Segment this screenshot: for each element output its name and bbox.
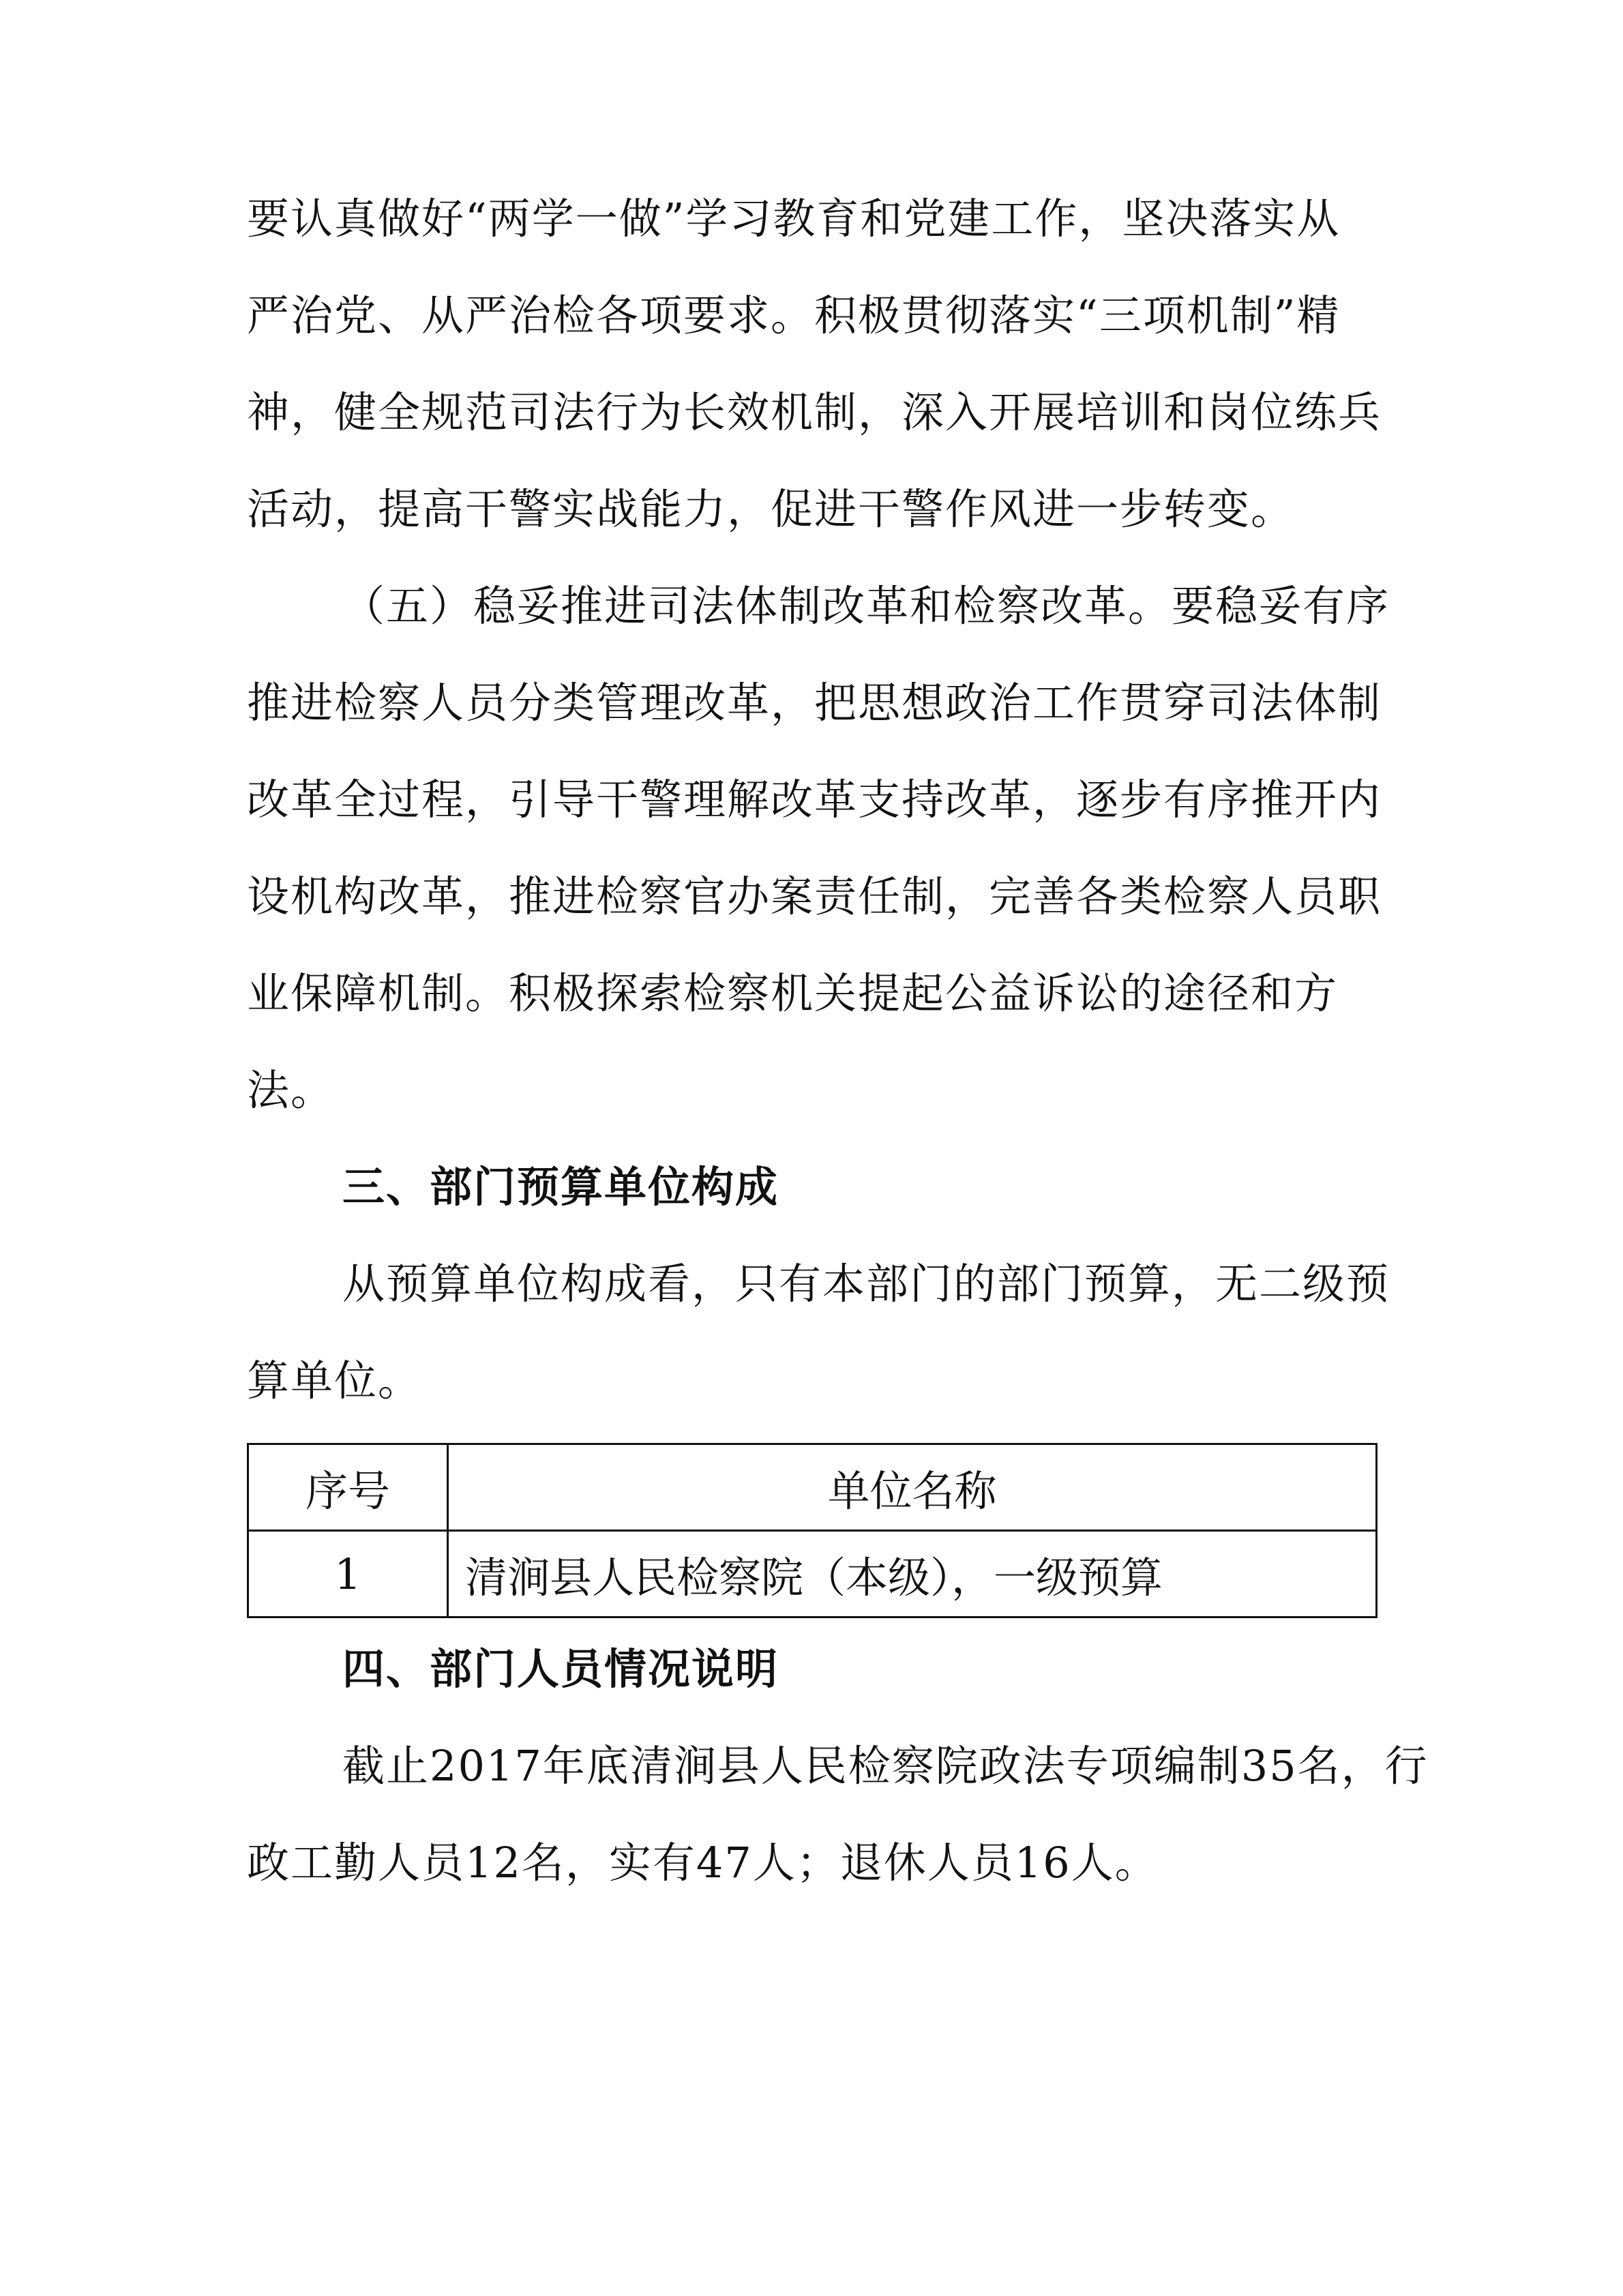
text-line: （五）稳妥推进司法体制改革和检察改革。要稳妥有序 <box>342 581 1390 631</box>
paragraph-party-building <box>247 170 1382 558</box>
table-header-cell: 序号 <box>248 1444 448 1531</box>
paragraph-budget-units <box>247 1236 1390 1429</box>
table-header-row <box>248 1444 1377 1531</box>
text-line: 截止2017年底清涧县人民检察院政法专项编制35名，行 <box>342 1741 1429 1791</box>
text-line: 活动，提高干警实战能力，促进干警作风进一步转变。 <box>247 484 1295 534</box>
paragraph-staff <box>247 1718 1429 1911</box>
section-heading-budget-units: 三、部门预算单位构成 <box>342 1162 779 1212</box>
text-line: 严治党、从严治检各项要求。积极贯彻落实“三项机制”精 <box>247 290 1341 340</box>
table-header-cell: 单位名称 <box>448 1444 1377 1531</box>
paragraph-judicial-reform <box>247 558 1390 1139</box>
text-line: 业保障机制。积极探索检察机关提起公益诉讼的途径和方 <box>247 968 1339 1018</box>
text-line: 设机构改革，推进检察官办案责任制，完善各类检察人员职 <box>247 871 1382 921</box>
text-line: 算单位。 <box>247 1356 422 1405</box>
budget-unit-table <box>247 1443 1378 1618</box>
text-line: 要认真做好“两学一做”学习教育和党建工作，坚决落实从 <box>247 194 1341 243</box>
text-line: 政工勤人员12名，实有47人；退休人员16人。 <box>247 1838 1159 1888</box>
text-line: 从预算单位构成看，只有本部门的部门预算，无二级预 <box>342 1259 1390 1309</box>
section-heading-staff: 四、部门人员情况说明 <box>342 1644 779 1694</box>
table-row <box>248 1531 1377 1617</box>
text-line: 改革全过程，引导干警理解改革支持改革，逐步有序推开内 <box>247 775 1382 824</box>
table-cell: 清涧县人民检察院（本级），一级预算 <box>448 1531 1377 1617</box>
text-line: 神，健全规范司法行为长效机制，深入开展培训和岗位练兵 <box>247 387 1382 437</box>
document-page <box>247 170 1429 1911</box>
text-line: 法。 <box>247 1065 335 1115</box>
text-line: 推进检察人员分类管理改革，把思想政治工作贯穿司法体制 <box>247 678 1382 728</box>
table-cell: 1 <box>248 1531 448 1617</box>
